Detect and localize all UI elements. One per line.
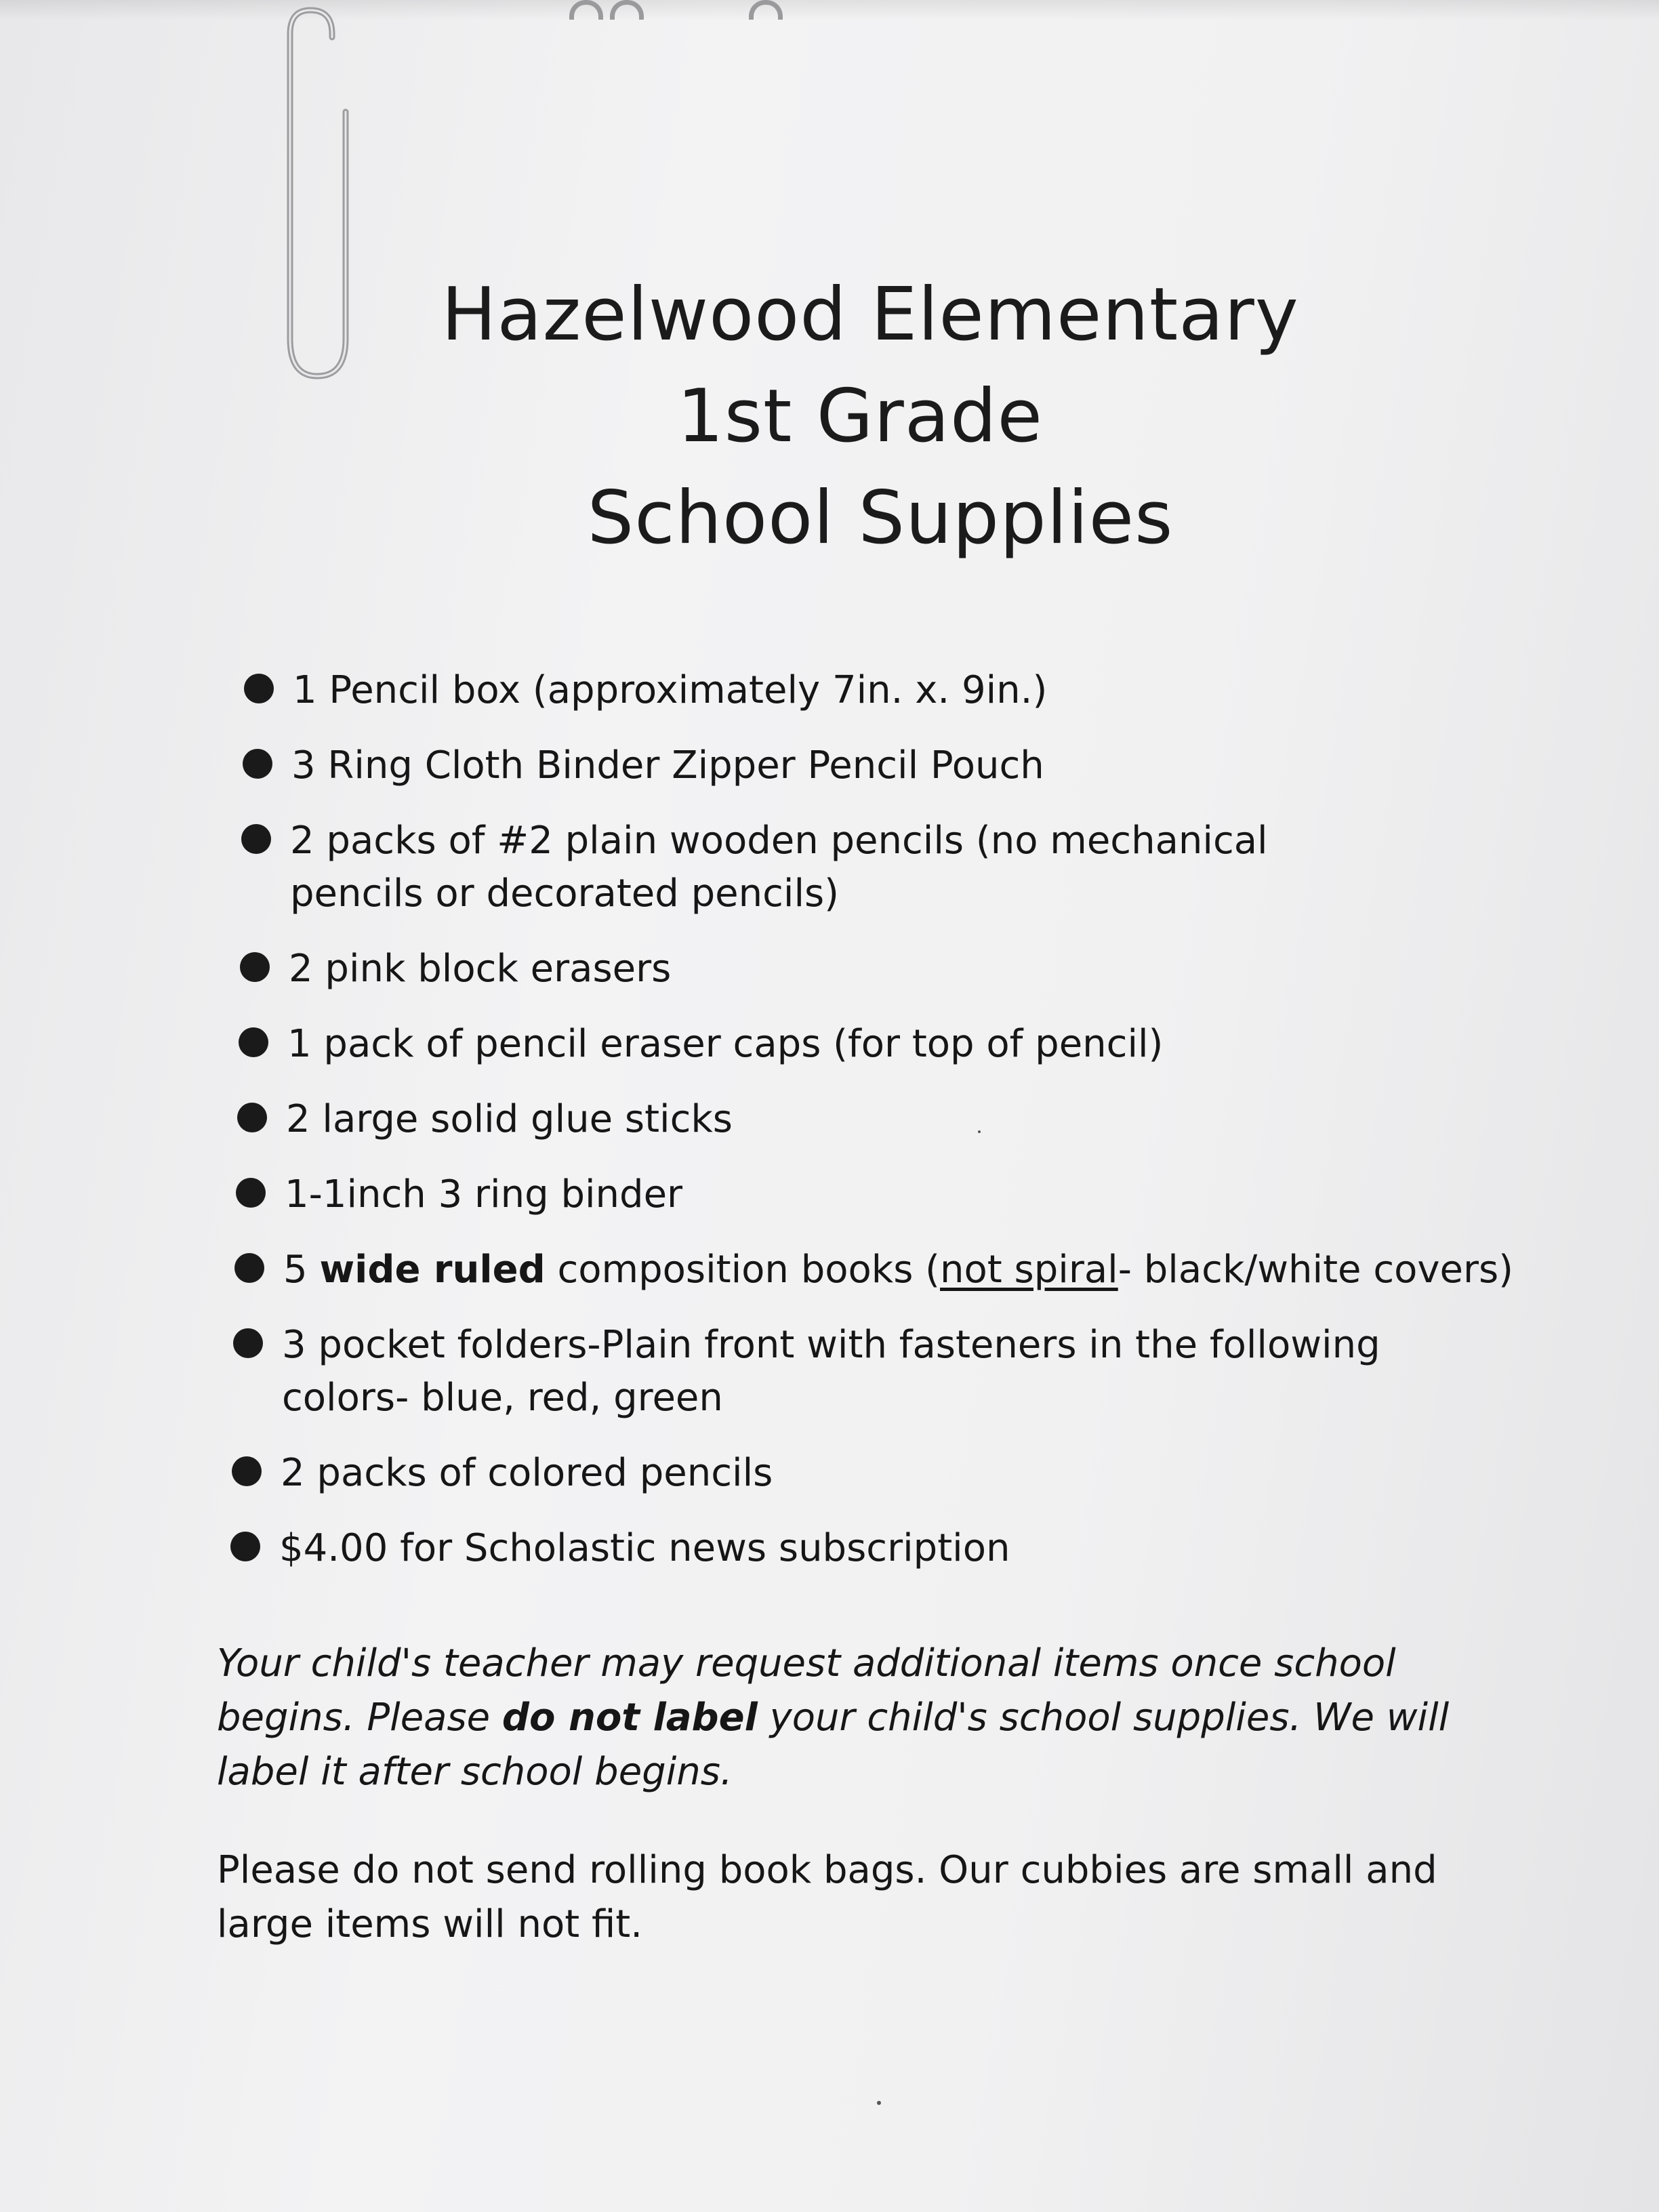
supply-item-folders xyxy=(233,1319,1518,1425)
supply-item-colored-pencils xyxy=(232,1447,1518,1500)
bullet-dot-icon xyxy=(233,1328,263,1358)
supply-item-text: $4.00 for Scholastic news subscription xyxy=(279,1526,1010,1570)
note-line-2: your child's school supplies. We will label it after school begins. xyxy=(217,1696,1450,1794)
bullet-dot-icon xyxy=(243,749,272,779)
supply-item-pencil-pouch xyxy=(243,739,1518,792)
composition-prefix: 5 xyxy=(283,1248,320,1292)
bullet-dot-icon xyxy=(236,1178,266,1208)
bullet-dot-icon xyxy=(232,1456,262,1486)
supply-item-text: 2 packs of #2 plain wooden pencils (no mechanical pencils or decorated pencils) xyxy=(290,819,1268,916)
bullet-dot-icon xyxy=(239,1027,268,1057)
bullet-dot-icon xyxy=(241,824,271,854)
supply-item-text xyxy=(283,1244,1518,1296)
supply-list xyxy=(230,664,1518,1597)
supply-item-erasers xyxy=(240,943,1518,996)
book-bag-note: Please do not send rolling book bags. Our cubbies are small and large items will not fit. xyxy=(217,1848,1437,1946)
supply-item-text: 3 pocket folders-Plain front with fasteners in the following colors- blue, red, green xyxy=(282,1323,1380,1420)
note-bold: do not label xyxy=(501,1696,758,1740)
supply-item-eraser-caps xyxy=(239,1018,1518,1071)
composition-underline: not spiral xyxy=(940,1248,1118,1292)
supply-item-text: 1 Pencil box (approximately 7in. x. 9in.) xyxy=(293,668,1048,712)
supply-item-text: 2 pink block erasers xyxy=(289,947,672,991)
supply-item-text: 1-1inch 3 ring binder xyxy=(285,1172,683,1216)
teacher-note xyxy=(217,1637,1504,1799)
school-name: Hazelwood Elementary xyxy=(441,272,1299,357)
list-heading: School Supplies xyxy=(587,476,1174,560)
bullet-dot-icon xyxy=(240,952,270,982)
supply-item-binder xyxy=(236,1168,1518,1221)
supply-item-text: 1 pack of pencil eraser caps (for top of pencil) xyxy=(287,1022,1164,1066)
grade-level: 1st Grade xyxy=(677,374,1043,459)
bullet-dot-icon xyxy=(234,1253,264,1283)
document-title xyxy=(0,264,1659,569)
supply-item-glue-sticks xyxy=(237,1093,1518,1146)
note-line-1: Your child's teacher may request additional items once school begins. Please xyxy=(217,1641,1396,1740)
bullet-dot-icon xyxy=(230,1532,260,1561)
supply-item-pencil-box xyxy=(244,664,1518,717)
paper-top-shadow xyxy=(0,0,1659,20)
bullet-dot-icon xyxy=(244,674,274,703)
supply-item-text: 3 Ring Cloth Binder Zipper Pencil Pouch xyxy=(291,743,1044,787)
supply-item-pencils xyxy=(241,815,1518,920)
supply-item-scholastic xyxy=(230,1522,1518,1575)
bullet-dot-icon xyxy=(237,1103,267,1132)
paper-speck xyxy=(978,1130,981,1133)
composition-middle: composition books ( xyxy=(545,1248,941,1292)
supply-item-text: 2 large solid glue sticks xyxy=(286,1097,733,1141)
supply-item-text: 2 packs of colored pencils xyxy=(281,1451,773,1495)
supply-item-composition-books xyxy=(234,1244,1518,1296)
paper-speck xyxy=(877,2101,881,2105)
composition-bold: wide ruled xyxy=(319,1248,546,1292)
composition-suffix: - black/white covers) xyxy=(1118,1248,1514,1292)
